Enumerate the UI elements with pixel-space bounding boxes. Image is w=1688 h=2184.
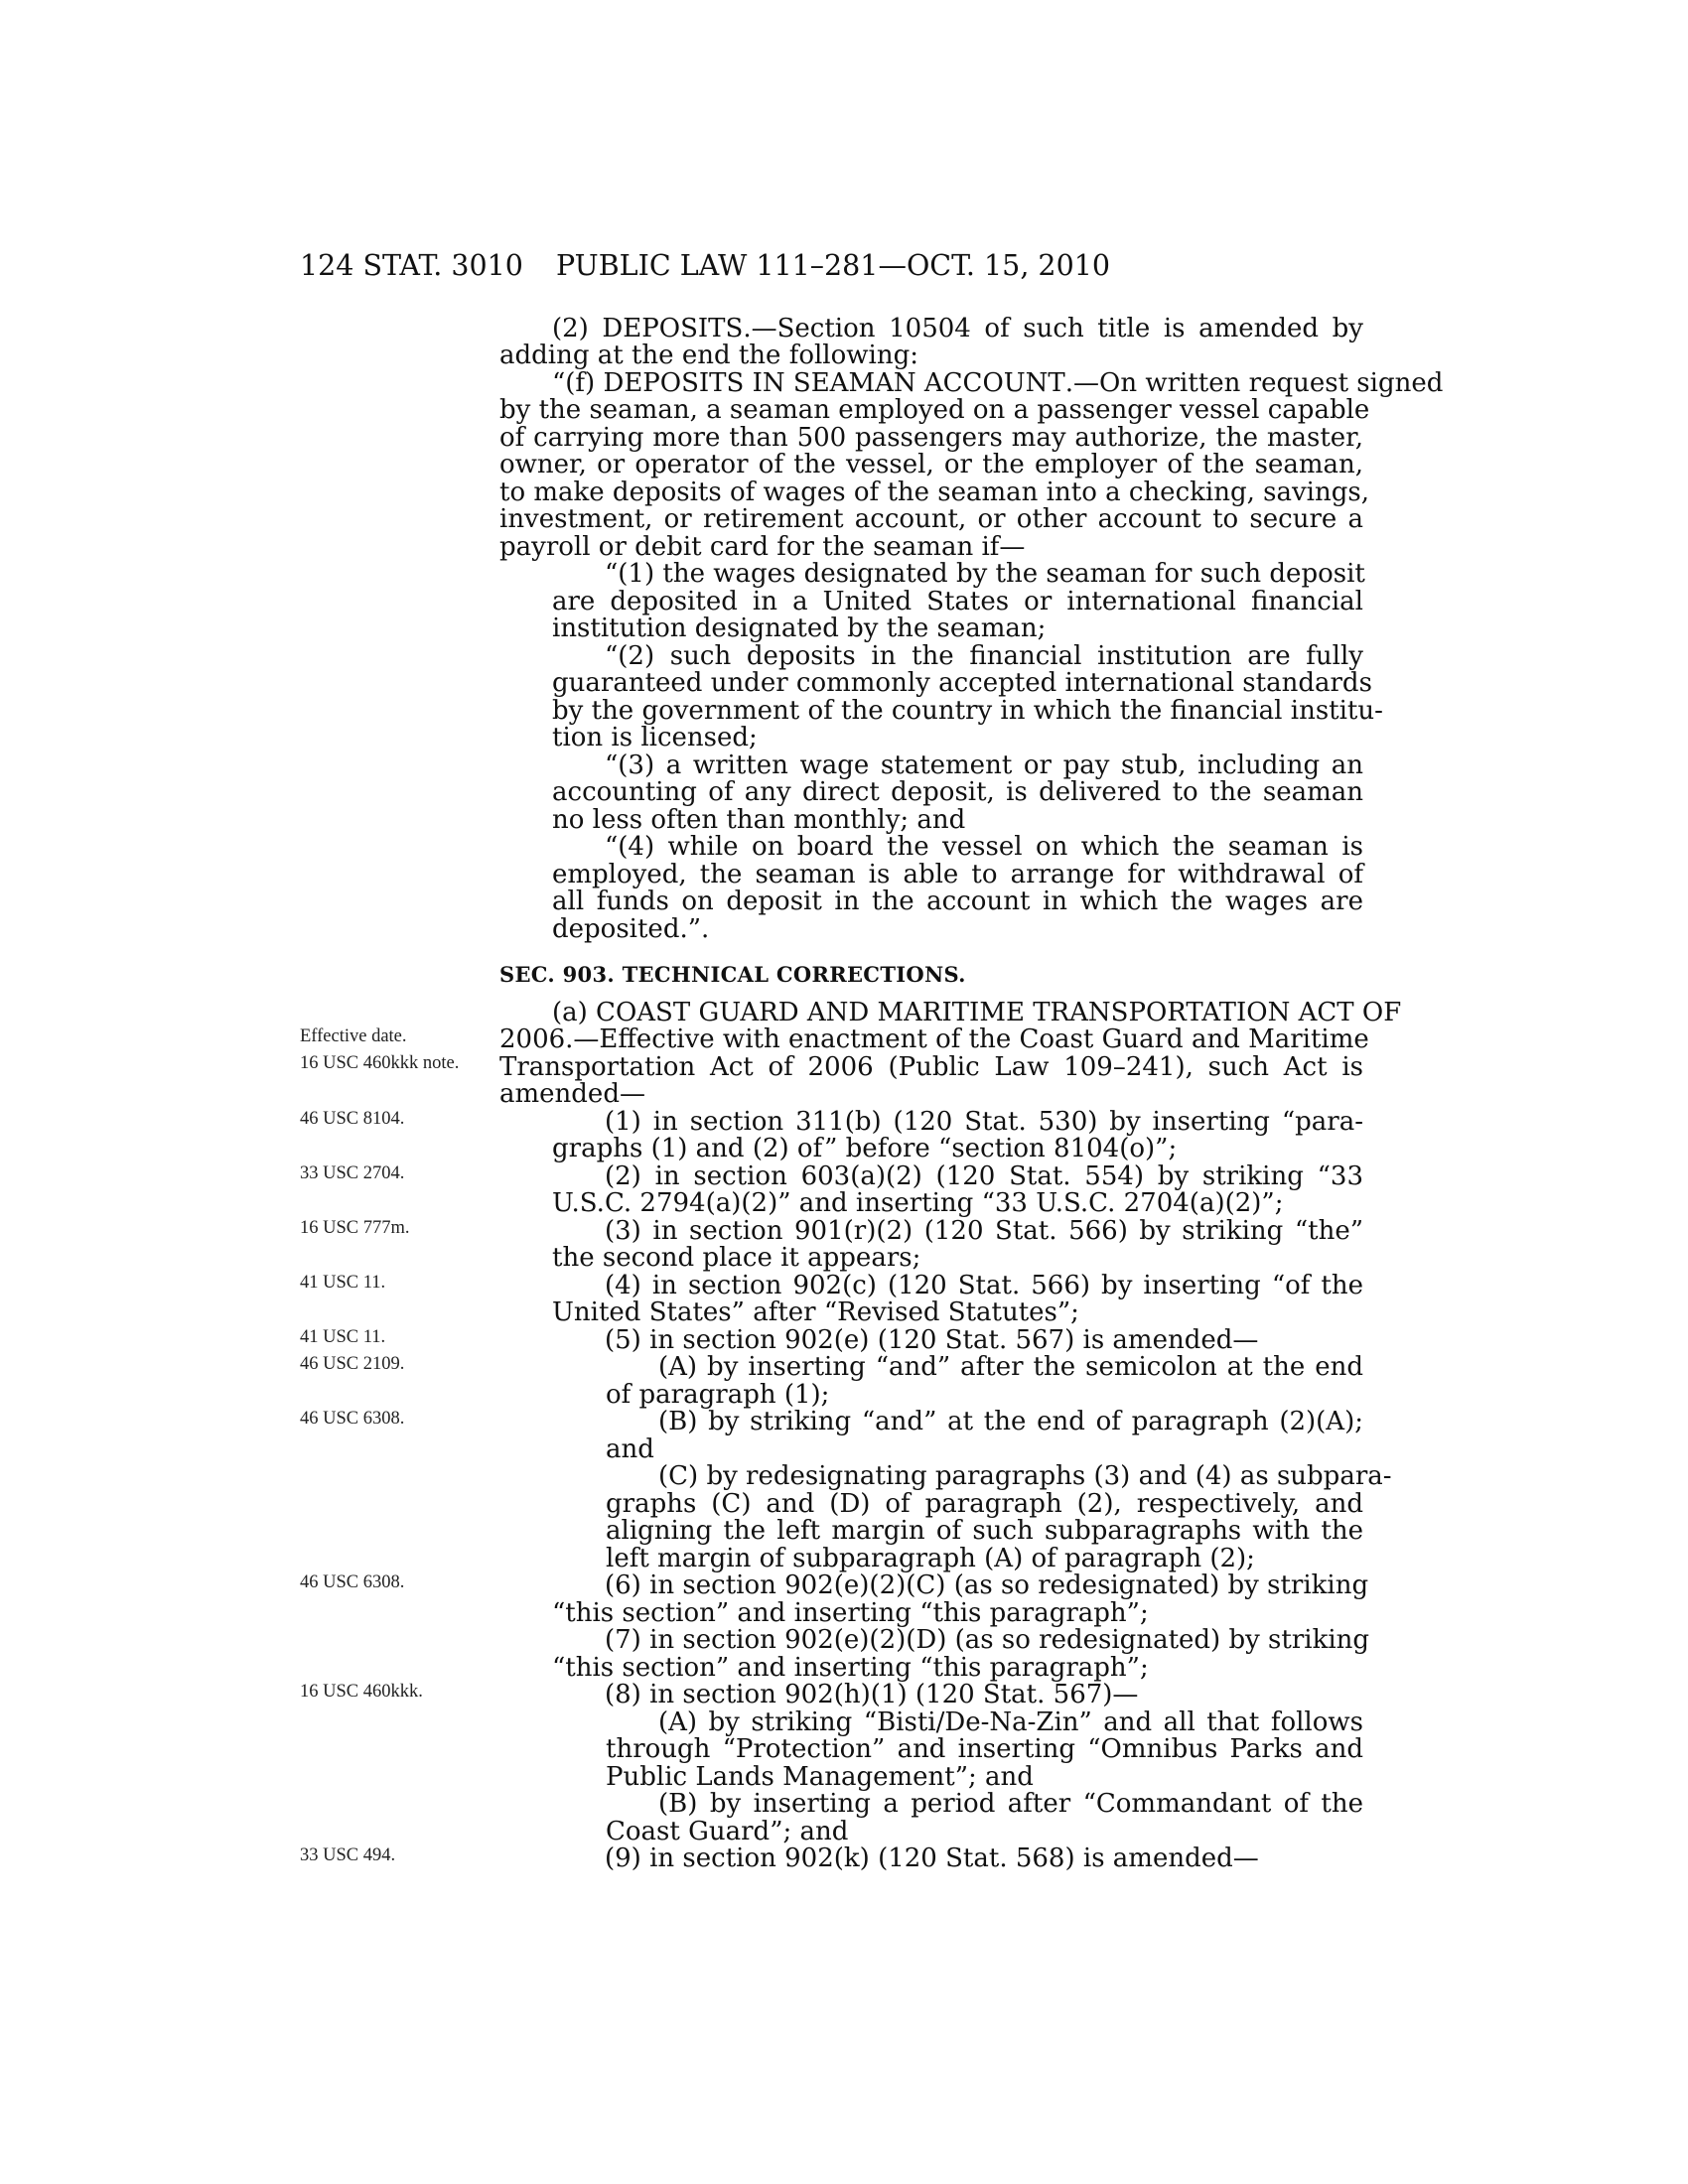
text-line: of carrying more than 500 passengers may authorize, the master, [499, 423, 1363, 453]
margin-note: 16 USC 460kkk note. [300, 1053, 460, 1073]
text-line: amended— [499, 1079, 645, 1109]
margin-note: 33 USC 494. [300, 1845, 396, 1865]
text-line: payroll or debit card for the seaman if— [499, 532, 1026, 562]
text-line: adding at the end the following: [499, 341, 918, 370]
text-line: Public Lands Management”; and [606, 1762, 1034, 1792]
text-line: “(3) a written wage statement or pay stub, including an [605, 751, 1363, 780]
text-line: (9) in section 902(k) (120 Stat. 568) is amended— [605, 1843, 1259, 1873]
text-line: of paragraph (1); [606, 1380, 830, 1410]
text-line: all funds on deposit in the account in which the wages are [552, 887, 1363, 916]
text-line: left margin of subparagraph (A) of paragraph (2); [606, 1544, 1255, 1573]
text-line: (2) in section 603(a)(2) (120 Stat. 554) by striking “33 [605, 1161, 1363, 1191]
text-line: (A) by striking “Bisti/De-Na-Zin” and all that follows [658, 1707, 1363, 1737]
text-line: (7) in section 902(e)(2)(D) (as so redesignated) by striking [605, 1625, 1370, 1655]
text-line: (C) by redesignating paragraphs (3) and (4) as subpara- [658, 1461, 1392, 1491]
text-line: accounting of any direct deposit, is delivered to the seaman [552, 777, 1363, 807]
text-line: “(f) DEPOSITS IN SEAMAN ACCOUNT.—On written request signed [552, 368, 1444, 398]
text-line: aligning the left margin of such subparagraphs with the [606, 1516, 1363, 1546]
margin-note: 41 USC 11. [300, 1327, 386, 1347]
text-line: tion is licensed; [552, 723, 758, 752]
text-line: (4) in section 902(c) (120 Stat. 566) by inserting “of the [605, 1271, 1363, 1300]
margin-note: 16 USC 460kkk. [300, 1682, 423, 1702]
margin-note: 41 USC 11. [300, 1273, 386, 1293]
text-line: to make deposits of wages of the seaman into a checking, savings, [499, 478, 1369, 507]
text-line: the second place it appears; [552, 1243, 921, 1273]
text-line: “(4) while on board the vessel on which the seaman is [605, 832, 1363, 862]
text-line: (A) by inserting “and” after the semicolon at the end [658, 1352, 1363, 1382]
text-line: (1) in section 311(b) (120 Stat. 530) by inserting “para- [605, 1107, 1363, 1137]
text-line: and [606, 1434, 654, 1464]
text-line: (B) by striking “and” at the end of paragraph (2)(A); [658, 1407, 1363, 1436]
text-line: (6) in section 902(e)(2)(C) (as so redesignated) by striking [605, 1570, 1369, 1600]
text-line: (5) in section 902(e) (120 Stat. 567) is amended— [605, 1325, 1259, 1355]
text-line: guaranteed under commonly accepted international standards [552, 668, 1372, 698]
text-line: employed, the seaman is able to arrange for withdrawal of [552, 860, 1363, 889]
page-number: 124 STAT. 3010 [300, 249, 523, 282]
margin-note: 46 USC 6308. [300, 1409, 405, 1429]
text-line: graphs (C) and (D) of paragraph (2), respectively, and [606, 1489, 1363, 1519]
margin-note: 46 USC 8104. [300, 1109, 405, 1129]
text-line: (8) in section 902(h)(1) (120 Stat. 567)— [605, 1680, 1139, 1709]
margin-note: 33 USC 2704. [300, 1163, 405, 1183]
text-line: U.S.C. 2794(a)(2)” and inserting “33 U.S.C. 2704(a)(2)”; [552, 1188, 1284, 1218]
text-line: through “Protection” and inserting “Omnibus Parks and [606, 1734, 1363, 1764]
page-title: PUBLIC LAW 111–281—OCT. 15, 2010 [556, 249, 1110, 282]
text-line: “this section” and inserting “this paragraph”; [552, 1653, 1149, 1683]
text-line: by the government of the country in which the financial institu- [552, 696, 1383, 726]
text-line: no less often than monthly; and [552, 805, 966, 835]
text-line: “this section” and inserting “this paragraph”; [552, 1598, 1149, 1628]
text-line: owner, or operator of the vessel, or the employer of the seaman, [499, 450, 1363, 479]
margin-note: 46 USC 2109. [300, 1354, 405, 1374]
margin-note: Effective date. [300, 1026, 407, 1046]
text-line: institution designated by the seaman; [552, 614, 1047, 643]
text-line: (a) COAST GUARD AND MARITIME TRANSPORTATION ACT OF [552, 998, 1402, 1027]
text-line: United States” after “Revised Statutes”; [552, 1297, 1079, 1327]
text-line: 2006.—Effective with enactment of the Coast Guard and Maritime [499, 1024, 1369, 1054]
text-line: deposited.”. [552, 914, 710, 944]
text-line: (2) DEPOSITS.—Section 10504 of such title is amended by [552, 314, 1363, 343]
text-line: investment, or retirement account, or other account to secure a [499, 504, 1363, 534]
section-heading: SEC. 903. TECHNICAL CORRECTIONS. [499, 962, 966, 987]
text-line: Coast Guard”; and [606, 1817, 849, 1846]
text-line: are deposited in a United States or international financial [552, 587, 1363, 616]
text-line: (B) by inserting a period after “Commandant of the [658, 1789, 1363, 1819]
text-line: by the seaman, a seaman employed on a passenger vessel capable [499, 395, 1370, 425]
margin-note: 16 USC 777m. [300, 1218, 410, 1238]
text-line: graphs (1) and (2) of” before “section 8104(o)”; [552, 1134, 1178, 1163]
text-line: “(1) the wages designated by the seaman for such deposit [605, 559, 1365, 589]
text-line: (3) in section 901(r)(2) (120 Stat. 566) by striking “the” [605, 1216, 1363, 1246]
text-line: “(2) such deposits in the financial institution are fully [605, 641, 1363, 671]
margin-note: 46 USC 6308. [300, 1572, 405, 1592]
text-line: Transportation Act of 2006 (Public Law 109–241), such Act is [499, 1052, 1363, 1082]
